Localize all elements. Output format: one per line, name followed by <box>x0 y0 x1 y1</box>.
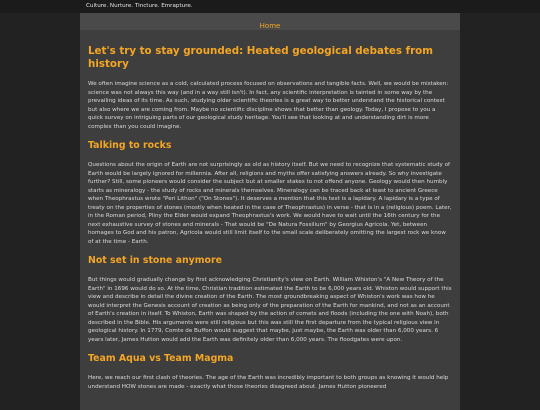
section-body-talking-to-rocks: Questions about the origin of Earth are not surprisingly as old as history itself. But we need to recognize that systematic study of Earth would be largely ignored for millennia. After all, religions and myths offer satisfying answers already. So why investigate further? Still, some pioneers would consider the subject but at smaller stakes to not offend anyone. Geology would then humbly starts as mineralogy - the study of rocks and minerals themselves. Mineralogy can be traced back at least to ancient Greece when Theophrastus wrote "Peri Lithon" ("On Stones"). It deserves a mention that this text is a lapidary. A lapidary is a type of treaty on the properties of stones (mostly when heated in the case of Theophrastus) in verse - that is in a (religious) poem. Later, in the Roman period, Pliny the Elder would expand Theophrastus's work. We would have to wait until the 16th century for the next exhaustive survey of stones and minerals - That would be "De Natura Fossilium" by Georgius Agricola. Yet, between homages to God and his patron, Agricola would still limit itself to the small scale deliberately omitting the largest rock we know of at the time - Earth. <box>88 162 452 245</box>
site-tagline-bar <box>0 0 540 13</box>
section-heading-not-set-in-stone: Not set in stone anymore <box>88 255 222 266</box>
nav-home-link[interactable]: Home <box>259 22 281 30</box>
section-body-team-aqua-vs-magma: Here, we reach our first clash of theories. The age of the Earth was incredibly important to both groups as knowing it would help understand HOW stones are made - exactly what those theories disagreed about. James Hutton pioneered <box>88 375 449 390</box>
article-content <box>80 30 460 410</box>
main-nav <box>80 13 460 30</box>
article-intro: We often imagine science as a cold, calculated process focused on observations and tangible facts. Well, we would be mistaken: science was not always this way (and in a way still isn't). In fact, any scientific interpretation is tainted in some way by the prevailing ideas of its time. As such, studying older scientific theories is a great way to better understand the historical context but also where we are coming from. Maybe no scientific discipline shows that better than geology. Today, I propose to you a quick survey on intriguing parts of our geological study heritage. You'll see that looking at and understanding dirt is more complex than you could imagine. <box>88 81 449 130</box>
section-heading-team-aqua-vs-magma: Team Aqua vs Team Magma <box>88 353 234 364</box>
section-body-not-set-in-stone: But things would gradually change by first acknowledging Christianity's view on Earth. William Whiston's "A New Theory of the Earth" in 1696 would do so. At the time, Christian tradition estimated the Earth to be 6,000 years old. Whiston would support this view and describe in detail the divine creation of the Earth. The most groundbreaking aspect of Whiston's work was how he would interpret the Genesis account of creation as being only of the preparation of the Earth for mankind, and not as an account of Earth's creation in itself. To Whiston, Earth was shaped by the action of comets and floods (including the one with Noah), both described in the Bible. His arguments were still religious but this was still the first departure from the typical religious view in geological history. In 1779, Comte de Buffon would suggest that maybe, just maybe, the Earth was older than 6,000 years. 6 years later, James Hutton would add the Earth was definitely older than 6,000 years. The floodgates were upon. <box>88 277 452 343</box>
section-heading-talking-to-rocks: Talking to rocks <box>88 140 172 151</box>
article-title: Let's try to stay grounded: Heated geological debates from history <box>88 45 433 70</box>
site-tagline: Culture. Nurture. Tincture. Emrapture. <box>86 3 193 9</box>
